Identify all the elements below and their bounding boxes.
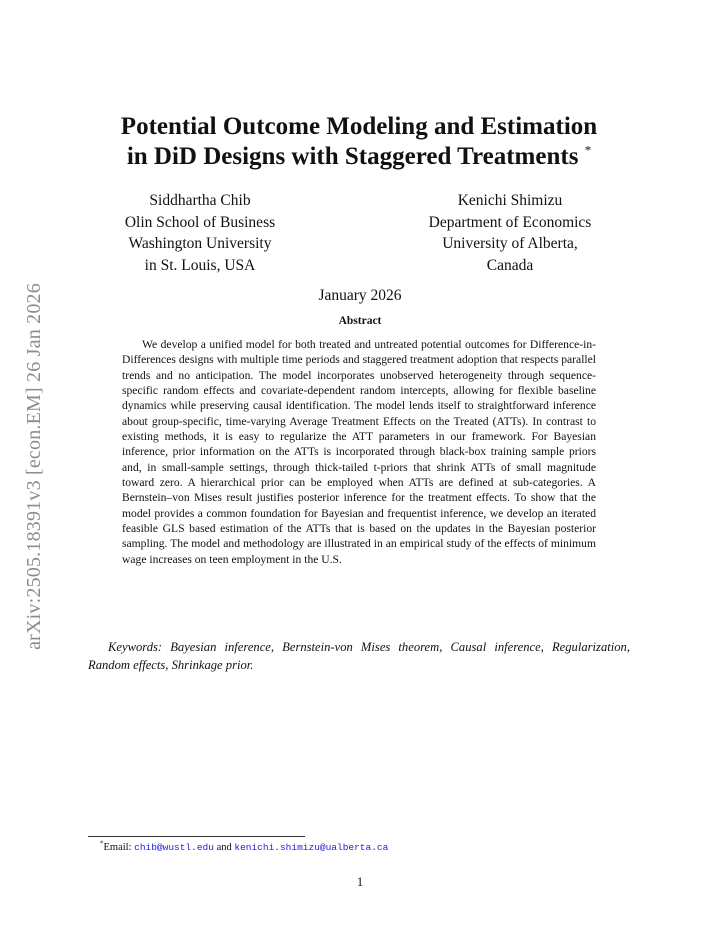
author-affiliation: Washington University [128,235,272,252]
abstract-text: We develop a unified model for both treated and untreated potential outcomes for Difference-in-Differences designs with multiple time periods and staggered treatment adoption that respects parallel trends and no anticipation. The model incorporates unobserved heterogeneity through sequence-specific random effects and covariate-dependent random intercepts, allowing for flexible baseline dynamics while preserving causal identification. The model lends itself to straightforward inference about group-specific, time-varying Average Treatment Effects on the Treated (ATTs). In contrast to existing methods, it is easy to regularize the ATT parameters in our framework. For Bayesian inference, prior information on the ATTs is incorporated through black-box training sample priors and, in small-sample settings, through thick-tailed t-priors that shrink ATTs of small magnitude toward zero. A hierarchical prior can be employed when ATTs are defined at sub-categories. A Bernstein–von Mises result justifies posterior inference for the treatment effects. To show that the model provides a common foundation for Bayesian and frequentist inference, we develop an iterated feasible GLS based estimation of the ATTs that is based on the updates in the Bayesian posterior sampling. The model and methodology are illustrated in an empirical study of the effects of minimum wage increases on teen employment in the U.S. [122,338,596,566]
email-link-chib[interactable]: chib@wustl.edu [134,842,214,853]
paper-title [70,112,648,172]
author-name: Siddhartha Chib [149,192,251,209]
footnote-connector: and [213,842,235,853]
title-line-2-text: in DiD Designs with Staggered Treatments [126,143,579,170]
author-block-2 [400,190,620,276]
publication-date: January 2026 [318,287,402,304]
title-line-1: Potential Outcome Modeling and Estimation [120,113,598,140]
footnote-divider [88,836,305,837]
title-line-2 [70,142,648,172]
email-link-shimizu[interactable]: kenichi.shimizu@ualberta.ca [234,842,389,853]
abstract-heading: Abstract [338,315,382,327]
title-footnote-mark: * [584,142,592,158]
author-affiliation: Olin School of Business [124,213,276,231]
author-affiliation: University of Alberta, [442,235,578,252]
author-name: Kenichi Shimizu [457,192,563,209]
arxiv-stamp [22,246,46,686]
page-number: 1 [356,875,364,889]
footnote-prefix: Email: [103,842,135,853]
footnote-mark: * [100,839,104,848]
footnote [100,841,388,854]
keywords: Keywords: Bayesian inference, Bernstein-von Mises theorem, Causal inference, Regularization, Random effects, Shrinkage prior. [88,640,630,672]
author-affiliation: Department of Economics [428,213,592,231]
author-block-1 [100,190,300,276]
author-affiliation: Canada [486,256,534,274]
arxiv-id: arXiv:2505.18391v3 [econ.EM] 26 Jan 2026 [22,282,45,650]
author-affiliation: in St. Louis, USA [144,256,256,274]
